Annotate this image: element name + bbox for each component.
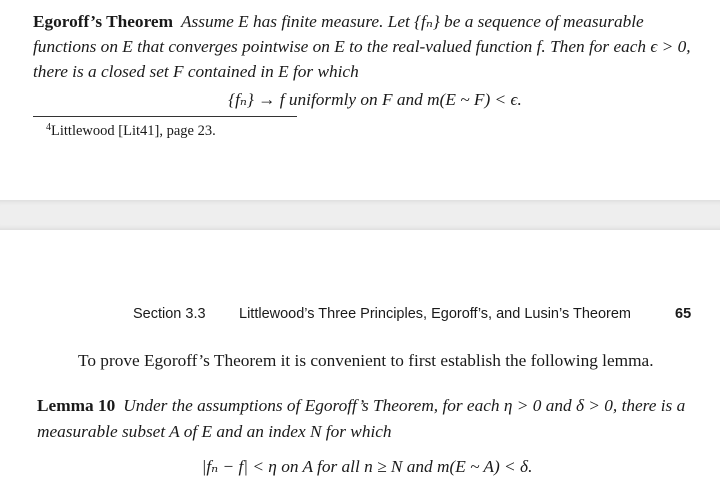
lemma-statement <box>37 393 707 445</box>
footnote <box>46 122 216 140</box>
theorem-display-equation: {fₙ} → f uniformly on F and m(E ~ F) < ϵ. <box>228 90 522 109</box>
theorem-text: Assume E has finite measure. Let {fₙ} be a sequence of measurable functions on E that converges pointwise on E to the real-valued function f. Then for each ϵ > 0, there is a closed set F contained in E for which <box>33 12 691 81</box>
page-number: 65 <box>675 306 692 322</box>
bottom-page <box>0 230 720 494</box>
footnote-marker: 4 <box>46 122 51 133</box>
lemma-label: Lemma 10 <box>37 396 116 415</box>
footnote-text: Littlewood [Lit41], page 23. <box>51 123 216 139</box>
top-page <box>0 0 720 200</box>
theorem-label: Egoroff’s Theorem <box>33 12 173 31</box>
header-title: Littlewood’s Three Principles, Egoroff’s, and Lusin’s Theorem <box>239 306 631 322</box>
footnote-rule <box>33 116 297 117</box>
egoroff-theorem-statement <box>33 9 695 84</box>
header-section: Section 3.3 <box>133 306 206 322</box>
lemma-text: Under the assumptions of Egoroff’s Theorem, for each η > 0 and δ > 0, there is a measurable subset A of E and an index N for which <box>37 396 686 441</box>
lemma-display-equation: |fₙ − f| < η on A for all n ≥ N and m(E ~ A) < δ. <box>201 457 533 476</box>
page-gap <box>0 200 720 230</box>
intro-paragraph: To prove Egoroff’s Theorem it is convenient to first establish the following lemma. <box>78 351 654 370</box>
